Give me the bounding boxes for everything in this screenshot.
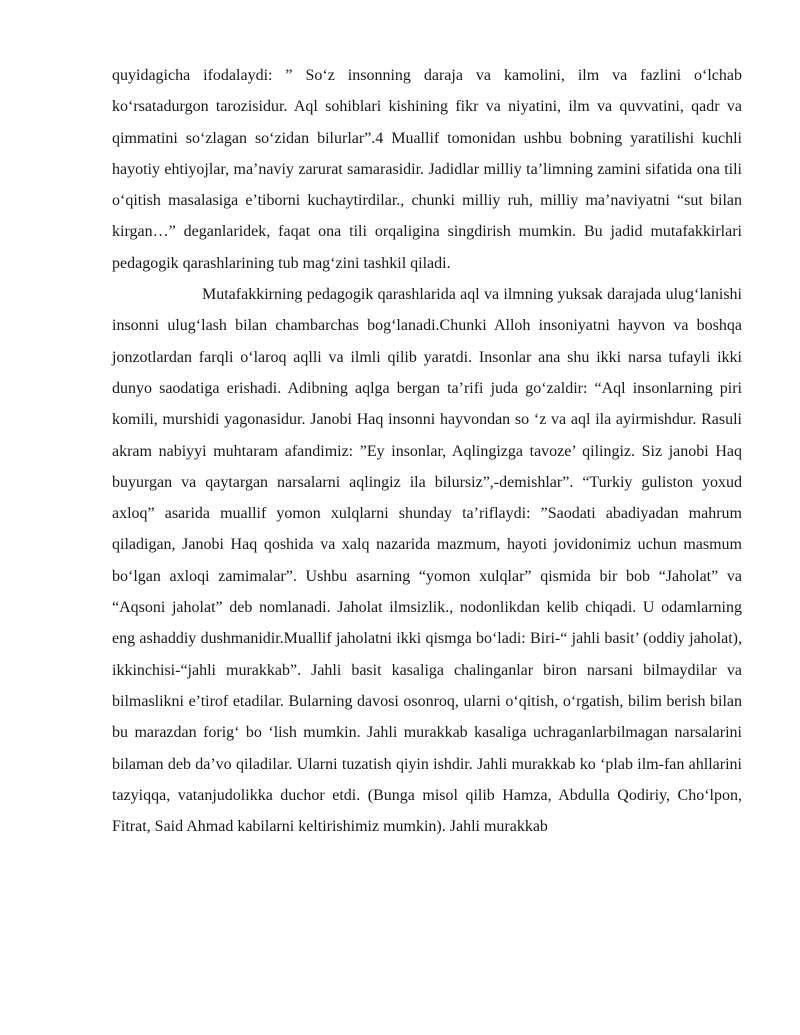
paragraph-2: Mutafakkirning pedagogik qarashlarida aql va ilmning yuksak darajada ulug‘lanishi insonni ulug‘lash bilan chambarchas bog‘lanadi.Chunki Alloh insoniyatni hayvon va boshqa jonzotlardan farqli o‘laroq aqlli va ilmli qilib yaratdi. Insonlar ana shu ikki narsa tufayli ikki dunyo saodatiga erishadi. Adibning aqlga bergan ta’rifi juda go‘zaldir: “Aql insonlarning piri komili, murshidi yagonasidur. Janobi Haq insonni hayvondan so ‘z va aql ila ayirmishdur. Rasuli akram nabiyyi muhtaram afandimiz: ”Ey insonlar, Aqlingizga tavoze’ qilingiz. Siz janobi Haq buyurgan va qaytargan narsalarni aqlingiz ila bilursiz”,-demishlar”. “Turkiy guliston yoxud axloq” asarida muallif yomon xulqlarni shunday ta’riflaydi: ”Saodati abadiyadan mahrum qiladigan, Janobi Haq qoshida va xalq nazarida mazmum, hayoti jovidonimiz uchun masmum bo‘lgan axloqi zamimalar”. Ushbu asarning “yomon xulqlar” qismida bir bob “Jaholat” va “Aqsoni jaholat” deb nomlanadi. Jaholat ilmsizlik., nodonlikdan kelib chiqadi. U odamlarning eng ashaddiy dushmanidir.Muallif jaholatni ikki qismga bo‘ladi: Biri-“ jahli basit’ (oddiy jaholat), ikkinchisi-“jahli murakkab”. Jahli basit kasaliga chalinganlar biron narsani bilmaydilar va bilmaslikni e’tirof etadilar. Bularning davosi osonroq, ularni o‘qitish, o‘rgatish, bilim berish bilan bu marazdan forig‘ bo ‘lish mumkin. Jahli murakkab kasaliga uchraganlarbilmagan narsalarini bilaman deb da’vo qiladilar. Ularni tuzatish qiyin ishdir. Jahli murakkab ko ‘plab ilm-fan ahllarini tazyiqqa, vatanjudolikka duchor etdi. (Bunga misol qilib Hamza, Abdulla Qodiriy, Cho‘lpon, Fitrat, Said Ahmad kabilarni keltirishimiz mumkin). Jahli murakkab [112,286,742,836]
paragraph-1: quyidagicha ifodalaydi: ” So‘z insonning daraja va kamolini, ilm va fazlini o‘lchab ko‘rsatadurgon tarozisidur. Aql sohiblari kishining fikr va niyatini, ilm va quvvatini, qadr va qimmatini so‘zlagan so‘zidan bilurlar”.4 Muallif tomonidan ushbu bobning yaratilishi kuchli hayotiy ehtiyojlar, ma’naviy zarurat samarasidir. Jadidlar milliy ta’limning zamini sifatida ona tili o‘qitish masalasiga e’tiborni kuchaytirdilar., chunki milliy ruh, milliy ma’naviyatni “sut bilan kirgan…” deganlaridek, faqat ona tili orqaligina singdirish mumkin. Bu jadid mutafakkirlari pedagogik qarashlarining tub mag‘zini tashkil qiladi. [112,67,742,272]
document-page [112,60,742,842]
